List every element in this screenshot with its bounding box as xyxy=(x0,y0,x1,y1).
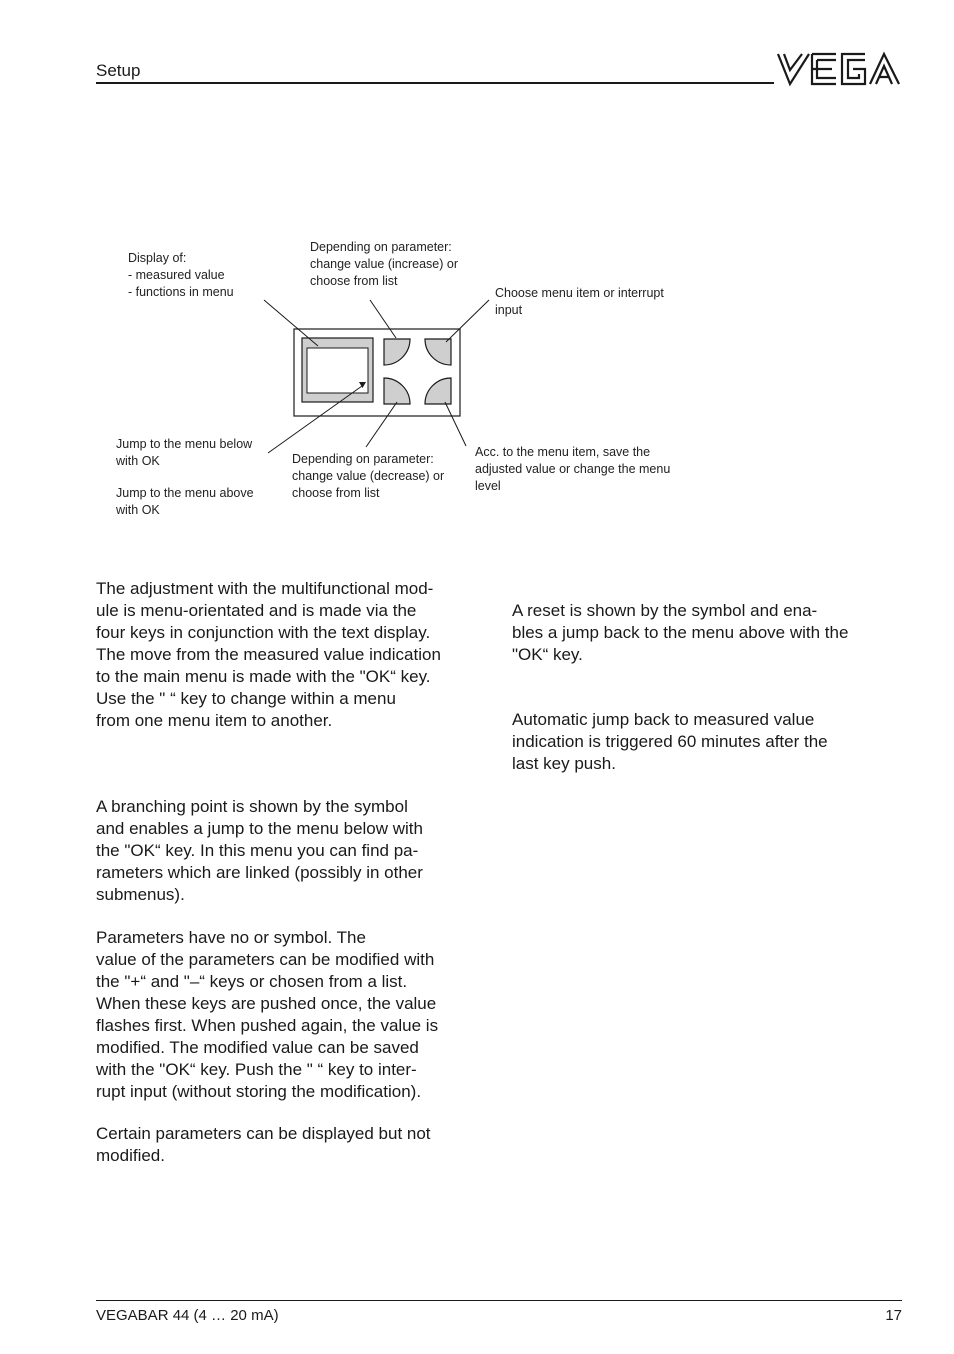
label-plus-key: Depending on parameter: change value (increase) or choose from list xyxy=(310,240,458,288)
paragraph-auto-return: Automatic jump back to measured value indication is triggered 60 minutes after the last key push. xyxy=(512,710,828,773)
paragraph-parameters: Parameters have no or symbol. The value of the parameters can be modified with the "+“ and "–“ keys or chosen from a list. When these keys are pushed once, the value flashes first. When pushed again, the value is modified. The modified value can be saved with the "OK“ key. Push the " “ key to inter- rupt input (without storing the modification). xyxy=(96,928,439,1101)
paragraph-branching: A branching point is shown by the symbol and enables a jump to the menu below with the "OK“ key. In this menu you can find pa- rameters which are linked (possibly in other submenus). xyxy=(96,797,423,904)
label-arrow-below: Jump to the menu below with OK xyxy=(116,437,253,468)
footer-rule xyxy=(96,1300,902,1301)
section-title: Setup xyxy=(96,61,141,80)
display-screen xyxy=(307,348,368,393)
label-minus-key: Depending on parameter: change value (decrease) or choose from list xyxy=(292,452,445,500)
page-number: 17 xyxy=(885,1307,902,1324)
label-arrow-above: Jump to the menu above with OK xyxy=(116,486,254,517)
paragraph-display-only: Certain parameters can be displayed but not modified. xyxy=(96,1124,431,1165)
leader-display xyxy=(264,300,318,346)
footer-product: VEGABAR 44 (4 … 20 mA) xyxy=(96,1307,279,1324)
label-display: Display of: - measured value - functions in menu xyxy=(128,251,234,299)
leader-esc xyxy=(446,300,489,342)
label-ok-key: Acc. to the menu item, save the adjusted value or change the menu level xyxy=(475,445,671,493)
label-esc-key: Choose menu item or interrupt input xyxy=(495,286,664,317)
paragraph-adjustment: The adjustment with the multifunctional mod- ule is menu-orientated and is made via the four keys in conjunction with the text display. The move from the measured value indication to the main menu is made with the "OK“ key. Use the " “ key to change within a menu from one menu item to another. xyxy=(96,579,441,730)
paragraph-reset: A reset is shown by the symbol and ena- bles a jump back to the menu above with the "OK“ key. xyxy=(512,601,849,664)
